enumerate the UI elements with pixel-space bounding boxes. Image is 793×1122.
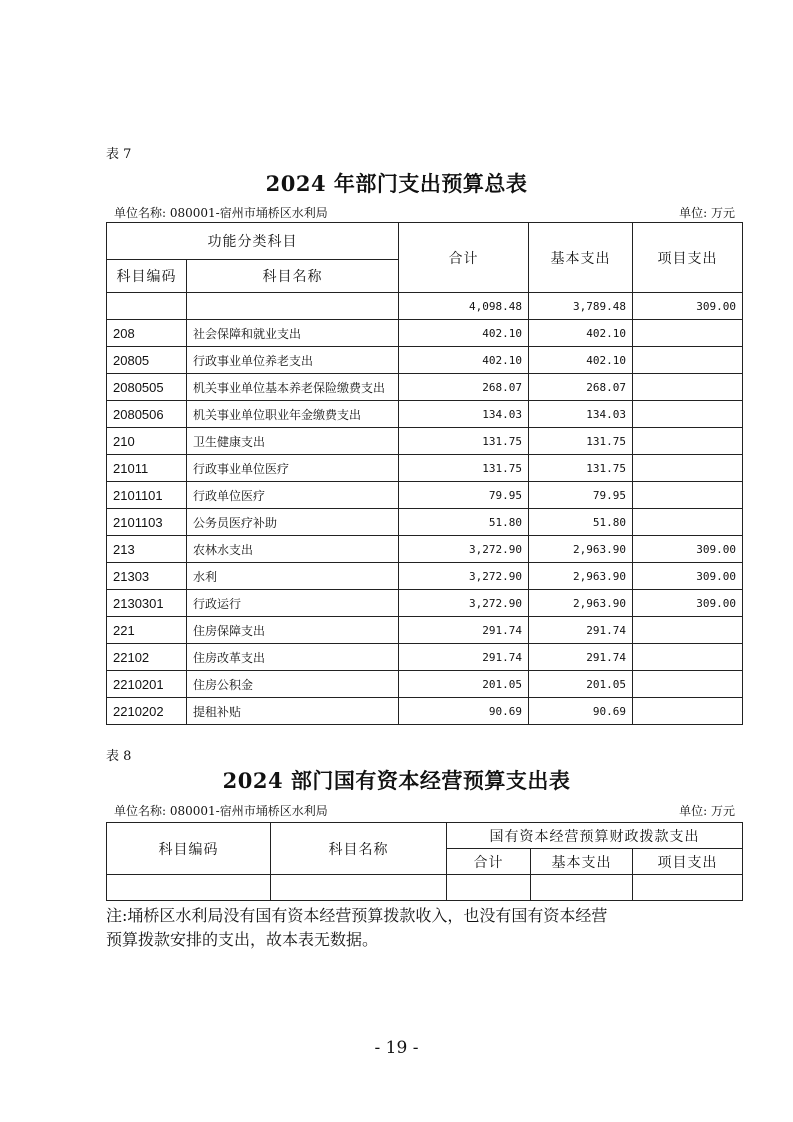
cell-basic: 2,963.90 [529, 536, 633, 563]
header-name: 科目名称 [187, 260, 399, 293]
cell-total: 291.74 [399, 617, 529, 644]
t8-header-total: 合计 [447, 849, 531, 875]
table-row [107, 374, 743, 401]
cell-name: 社会保障和就业支出 [187, 320, 399, 347]
cell-code: 2101103 [107, 509, 187, 536]
cell-basic: 90.69 [529, 698, 633, 725]
note-line-1: 注:埇桥区水利局没有国有资本经营预算拨款收入，也没有国有资本经营 [106, 906, 608, 925]
cell-name: 住房公积金 [187, 671, 399, 698]
cell-total: 131.75 [399, 455, 529, 482]
cell-code: 2210201 [107, 671, 187, 698]
table-row [107, 347, 743, 374]
empty-cell [447, 875, 531, 901]
cell-total: 3,272.90 [399, 536, 529, 563]
cell-name: 机关事业单位职业年金缴费支出 [187, 401, 399, 428]
note [106, 904, 607, 952]
cell-name: 住房改革支出 [187, 644, 399, 671]
cell-name: 行政事业单位医疗 [187, 455, 399, 482]
cell-code: 213 [107, 536, 187, 563]
table8-unit-name: 单位名称: 080001-宿州市埇桥区水利局 [114, 804, 328, 818]
table-row [107, 428, 743, 455]
cell-total: 402.10 [399, 347, 529, 374]
table7 [106, 222, 743, 725]
table8-unit: 单位: 万元 [679, 804, 735, 818]
cell-basic: 131.75 [529, 428, 633, 455]
cell-project [633, 347, 743, 374]
table8-label: 表 8 [106, 749, 132, 764]
t8-header-group: 国有资本经营预算财政拨款支出 [447, 823, 743, 849]
header-func-class: 功能分类科目 [107, 223, 399, 260]
cell-basic: 201.05 [529, 671, 633, 698]
cell-project [633, 509, 743, 536]
cell-name: 卫生健康支出 [187, 428, 399, 455]
table-row [107, 590, 743, 617]
cell-basic: 402.10 [529, 347, 633, 374]
table-row [107, 320, 743, 347]
header-total: 合计 [399, 223, 529, 293]
t8-header-code: 科目编码 [107, 823, 271, 875]
page-number: - 19 - [374, 1038, 419, 1058]
note-line-2: 预算拨款安排的支出，故本表无数据。 [106, 930, 379, 949]
cell-total: 3,272.90 [399, 563, 529, 590]
cell-project: 309.00 [633, 293, 743, 320]
cell-total: 201.05 [399, 671, 529, 698]
cell-code: 2080505 [107, 374, 187, 401]
table-row [107, 536, 743, 563]
cell-name: 行政事业单位养老支出 [187, 347, 399, 374]
t8-header-basic: 基本支出 [531, 849, 633, 875]
empty-cell [633, 875, 743, 901]
table-row [107, 617, 743, 644]
cell-total: 131.75 [399, 428, 529, 455]
cell-code: 21011 [107, 455, 187, 482]
cell-basic: 2,963.90 [529, 563, 633, 590]
cell-project [633, 482, 743, 509]
cell-total: 402.10 [399, 320, 529, 347]
table7-label: 表 7 [106, 147, 132, 162]
table8 [106, 822, 743, 901]
header-basic: 基本支出 [529, 223, 633, 293]
cell-code: 2130301 [107, 590, 187, 617]
table7-unit-name: 单位名称: 080001-宿州市埇桥区水利局 [114, 206, 328, 220]
empty-cell [531, 875, 633, 901]
cell-basic: 402.10 [529, 320, 633, 347]
cell-code [107, 293, 187, 320]
cell-code: 22102 [107, 644, 187, 671]
header-project: 项目支出 [633, 223, 743, 293]
cell-project [633, 401, 743, 428]
cell-code: 210 [107, 428, 187, 455]
table-row [107, 509, 743, 536]
cell-project: 309.00 [633, 590, 743, 617]
cell-project [633, 698, 743, 725]
cell-total: 4,098.48 [399, 293, 529, 320]
table-row [107, 455, 743, 482]
table-row-empty [107, 875, 743, 901]
cell-name: 提租补贴 [187, 698, 399, 725]
cell-name: 行政运行 [187, 590, 399, 617]
cell-basic: 3,789.48 [529, 293, 633, 320]
cell-name: 水利 [187, 563, 399, 590]
cell-total: 291.74 [399, 644, 529, 671]
cell-basic: 2,963.90 [529, 590, 633, 617]
cell-code: 208 [107, 320, 187, 347]
empty-cell [271, 875, 447, 901]
cell-project [633, 617, 743, 644]
cell-project [633, 671, 743, 698]
table-row [107, 698, 743, 725]
cell-basic: 131.75 [529, 455, 633, 482]
cell-project [633, 374, 743, 401]
table7-unit: 单位: 万元 [679, 206, 735, 220]
cell-basic: 51.80 [529, 509, 633, 536]
cell-basic: 291.74 [529, 644, 633, 671]
cell-project [633, 455, 743, 482]
cell-project [633, 428, 743, 455]
cell-code: 2101101 [107, 482, 187, 509]
cell-total: 51.80 [399, 509, 529, 536]
cell-code: 2210202 [107, 698, 187, 725]
cell-project: 309.00 [633, 563, 743, 590]
empty-cell [107, 875, 271, 901]
cell-basic: 79.95 [529, 482, 633, 509]
cell-project [633, 320, 743, 347]
t8-header-name: 科目名称 [271, 823, 447, 875]
cell-code: 21303 [107, 563, 187, 590]
table-row [107, 644, 743, 671]
cell-total: 268.07 [399, 374, 529, 401]
header-code: 科目编码 [107, 260, 187, 293]
table-row [107, 482, 743, 509]
cell-total: 134.03 [399, 401, 529, 428]
cell-basic: 268.07 [529, 374, 633, 401]
cell-name: 农林水支出 [187, 536, 399, 563]
cell-code: 20805 [107, 347, 187, 374]
table-row [107, 671, 743, 698]
cell-total: 90.69 [399, 698, 529, 725]
cell-name: 公务员医疗补助 [187, 509, 399, 536]
cell-basic: 134.03 [529, 401, 633, 428]
cell-code: 221 [107, 617, 187, 644]
table-row [107, 563, 743, 590]
cell-name: 住房保障支出 [187, 617, 399, 644]
t8-header-project: 项目支出 [633, 849, 743, 875]
table-row [107, 293, 743, 320]
cell-name: 行政单位医疗 [187, 482, 399, 509]
cell-name: 机关事业单位基本养老保险缴费支出 [187, 374, 399, 401]
cell-project: 309.00 [633, 536, 743, 563]
table8-title: 2024 部门国有资本经营预算支出表 [222, 768, 571, 793]
cell-total: 3,272.90 [399, 590, 529, 617]
table-row [107, 401, 743, 428]
cell-total: 79.95 [399, 482, 529, 509]
cell-basic: 291.74 [529, 617, 633, 644]
cell-project [633, 644, 743, 671]
cell-name [187, 293, 399, 320]
table7-title: 2024 年部门支出预算总表 [265, 171, 528, 196]
cell-code: 2080506 [107, 401, 187, 428]
